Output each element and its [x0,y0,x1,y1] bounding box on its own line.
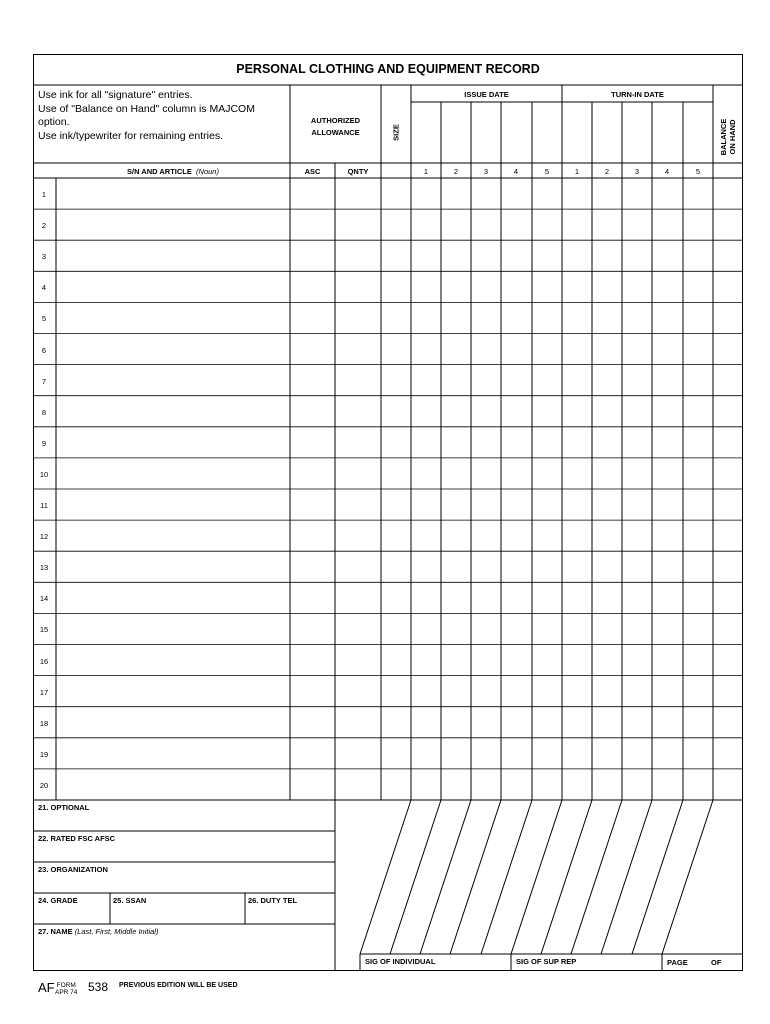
turnin-col-number: 2 [604,167,610,176]
name-field-label [38,927,158,936]
duty-tel-label: 26. DUTY TEL [248,896,298,905]
turnin-col-number: 1 [574,167,580,176]
row-number: 10 [39,469,49,479]
form-number: 538 [88,980,109,994]
row-number: 17 [39,687,49,697]
issue-col-number: 3 [483,167,489,176]
row-number: 11 [40,501,48,510]
row-number: 18 [39,718,49,728]
row-number: 2 [41,221,47,231]
form-word-date [55,982,77,996]
authorized-label: AUTHORIZED [310,116,361,125]
grade-label: 24. GRADE [38,896,78,905]
turnin-col-number: 3 [634,167,640,176]
issue-col-number: 2 [453,167,459,176]
row-number: 14 [39,594,49,604]
row-number: 8 [41,407,47,417]
asc-header: ASC [304,167,321,176]
size-label: SIZE [391,124,401,141]
row-number: 19 [39,749,49,759]
balance-on-hand-label [719,107,737,167]
sig-sup-rep-label: SIG OF SUP REP [516,957,577,966]
instruction-line: Use ink/typewriter for remaining entries. [38,129,223,142]
row-number: 1 [41,190,47,199]
instruction-line: Use ink for all "signature" entries. [38,89,193,101]
row-number: 5 [41,314,47,324]
allowance-label: ALLOWANCE [311,128,360,137]
balance-line: BALANCE [719,118,728,156]
name-hint: (Last, First, Middle Initial) [74,927,159,936]
page-label: PAGE [667,958,688,967]
row-number: 12 [39,532,49,542]
sn-article-header [56,167,290,176]
noun-label: (Noun) [196,167,219,176]
row-number: 6 [41,345,47,355]
name-label: 27. NAME [38,927,73,936]
rated-fsc-label: 22. RATED FSC AFSC [38,834,116,843]
instructions [38,89,288,143]
turnin-col-number: 5 [695,167,701,176]
on-hand-line: ON HAND [728,119,737,155]
previous-edition-note: PREVIOUS EDITION WILL BE USED [119,982,238,989]
ssan-label: 25. SSAN [113,896,147,905]
row-number: 20 [39,780,49,790]
form-title: PERSONAL CLOTHING AND EQUIPMENT RECORD [236,62,540,76]
row-number: 13 [39,563,49,573]
turnin-col-number: 4 [664,167,670,176]
sig-individual-label: SIG OF INDIVIDUAL [365,957,436,966]
qnty-header: QNTY [347,167,369,176]
row-number: 15 [39,625,49,635]
organization-label: 23. ORGANIZATION [38,865,108,874]
row-number: 7 [41,376,47,386]
row-number: 3 [41,252,47,262]
row-number: 9 [41,438,47,448]
optional-label: 21. OPTIONAL [38,803,90,812]
issue-col-number: 4 [513,167,519,176]
of-label: OF [711,958,722,967]
instruction-line: Use of "Balance on Hand" column is MAJCOM option. [38,102,255,128]
row-number: 4 [41,283,47,293]
turnin-date-label: TURN-IN DATE [611,90,664,99]
issue-col-number: 1 [423,167,429,176]
form-date: APR 74 [55,989,78,996]
issue-col-number: 5 [544,167,550,176]
sn-article-label: S/N AND ARTICLE [127,167,192,176]
form-word: FORM [56,982,76,989]
form-af: AF [38,980,55,995]
row-number: 16 [39,656,49,666]
issue-date-label: ISSUE DATE [464,90,509,99]
